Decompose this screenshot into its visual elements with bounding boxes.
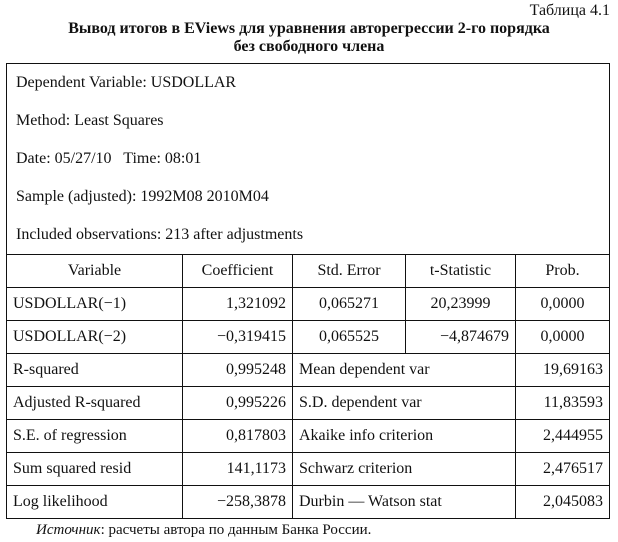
column-header: Prob. (516, 255, 610, 288)
t-statistic-cell: −4,874679 (406, 321, 516, 354)
source-text: : расчеты автора по данным Банка России. (100, 522, 372, 538)
column-header: Coefficient (183, 255, 293, 288)
stat-label: Sum squared resid (7, 453, 183, 486)
title-line-2: без свободного члена (233, 38, 385, 55)
stat-label: Log likelihood (7, 486, 183, 519)
table-row (7, 288, 610, 321)
prob-cell: 0,0000 (516, 288, 610, 321)
included-observations: Included observations: 213 after adjustments (7, 216, 610, 255)
coefficient-cell: 1,321092 (183, 288, 293, 321)
variable-cell: USDOLLAR(−1) (7, 288, 183, 321)
table-number: Таблица 4.1 (529, 2, 610, 19)
method: Method: Least Squares (7, 102, 610, 140)
table-title (0, 20, 618, 56)
stat-row (7, 420, 610, 453)
stat-label: Adjusted R-squared (7, 387, 183, 420)
source-note (36, 522, 371, 539)
std-error-cell: 0,065271 (293, 288, 406, 321)
column-header-row (7, 255, 610, 288)
stat-value: 19,69163 (516, 354, 610, 387)
stat-label: Mean dependent var (293, 354, 516, 387)
stat-value: 2,444955 (516, 420, 610, 453)
coefficient-cell: −0,319415 (183, 321, 293, 354)
stat-value: 141,1173 (183, 453, 293, 486)
dependent-variable: Dependent Variable: USDOLLAR (7, 64, 610, 103)
std-error-cell: 0,065525 (293, 321, 406, 354)
stat-label: Durbin — Watson stat (293, 486, 516, 519)
stat-value: 0,995248 (183, 354, 293, 387)
prob-cell: 0,0000 (516, 321, 610, 354)
stat-value: −258,3878 (183, 486, 293, 519)
stat-value: 2,476517 (516, 453, 610, 486)
stat-label: Akaike info criterion (293, 420, 516, 453)
sample: Sample (adjusted): 1992M08 2010M04 (7, 178, 610, 216)
column-header: Variable (7, 255, 183, 288)
stat-value: 11,83593 (516, 387, 610, 420)
stat-label: Schwarz criterion (293, 453, 516, 486)
stat-label: R-squared (7, 354, 183, 387)
stat-row (7, 486, 610, 519)
stat-value: 0,817803 (183, 420, 293, 453)
regression-output-table (6, 63, 610, 519)
stat-row (7, 354, 610, 387)
source-label: Источник (36, 522, 101, 538)
t-statistic-cell: 20,23999 (406, 288, 516, 321)
stat-row (7, 453, 610, 486)
date-time: Date: 05/27/10 Time: 08:01 (7, 140, 610, 178)
stat-value: 2,045083 (516, 486, 610, 519)
variable-cell: USDOLLAR(−2) (7, 321, 183, 354)
stat-row (7, 387, 610, 420)
title-line-1: Вывод итогов в EViews для уравнения авторегрессии 2-го порядка (68, 20, 550, 37)
stat-label: S.D. dependent var (293, 387, 516, 420)
stat-label: S.E. of regression (7, 420, 183, 453)
table-row (7, 321, 610, 354)
stat-value: 0,995226 (183, 387, 293, 420)
column-header: t-Statistic (406, 255, 516, 288)
column-header: Std. Error (293, 255, 406, 288)
